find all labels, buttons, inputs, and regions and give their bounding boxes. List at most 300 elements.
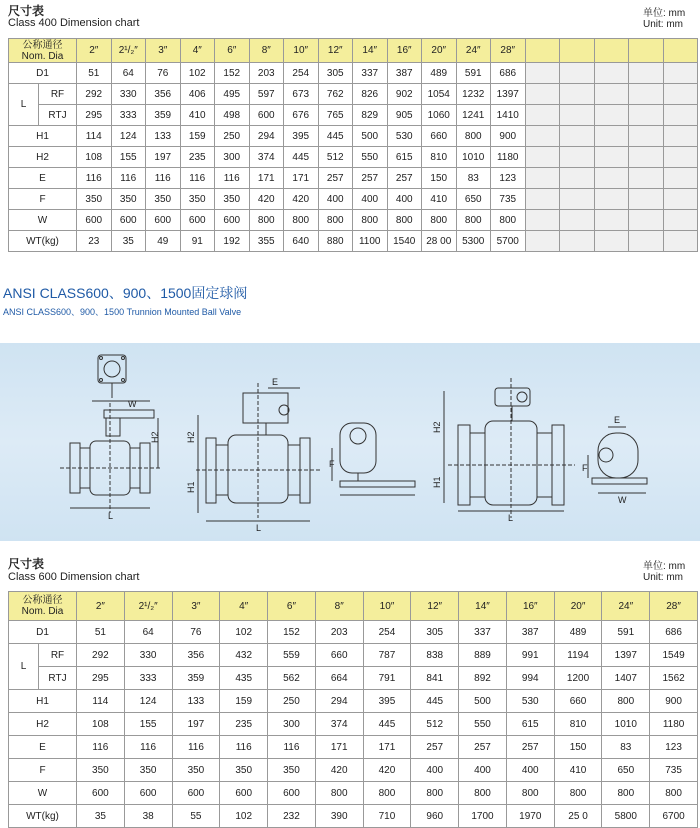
table-cell: 350 xyxy=(111,189,146,210)
table-cell: 710 xyxy=(363,805,411,828)
table-cell: 800 xyxy=(411,782,459,805)
table-cell: 292 xyxy=(77,644,125,667)
valve-drawings xyxy=(0,343,700,541)
table-cell: 591 xyxy=(602,621,650,644)
empty-cell xyxy=(594,189,629,210)
table-cell: 124 xyxy=(124,690,172,713)
table-cell: 254 xyxy=(363,621,411,644)
table2-subtitle: Class 600 Dimension chart xyxy=(8,571,140,583)
table1-unit-en: Unit: mm xyxy=(643,19,683,30)
table-cell: 257 xyxy=(459,736,507,759)
table-cell: 800 xyxy=(554,782,602,805)
table-cell: 498 xyxy=(215,105,250,126)
dim-label-w-5: W xyxy=(618,495,627,505)
table-cell: 512 xyxy=(318,147,353,168)
table-cell: 900 xyxy=(650,690,698,713)
row-label: E xyxy=(9,736,77,759)
table-cell: 83 xyxy=(456,168,491,189)
row-sublabel: RTJ xyxy=(39,667,77,690)
empty-cell xyxy=(560,231,595,252)
table-cell: 800 xyxy=(459,782,507,805)
table-cell: 735 xyxy=(650,759,698,782)
size-header-cell: 6″ xyxy=(268,592,316,621)
dim-label-e-5: E xyxy=(614,415,621,425)
empty-cell xyxy=(663,147,698,168)
table-cell: 420 xyxy=(284,189,319,210)
dim-label-w: W xyxy=(128,399,137,409)
table-cell: 171 xyxy=(284,168,319,189)
size-header-cell: 2″ xyxy=(77,39,112,63)
empty-cell xyxy=(629,63,664,84)
empty-cell xyxy=(594,84,629,105)
table-cell: 838 xyxy=(411,644,459,667)
table2-unit-cn: 单位: mm xyxy=(643,561,686,572)
size-header-cell: 28″ xyxy=(491,39,526,63)
empty-cell xyxy=(594,168,629,189)
table-cell: 294 xyxy=(249,126,284,147)
table-cell: 83 xyxy=(602,736,650,759)
table-row xyxy=(9,147,698,168)
table-cell: 330 xyxy=(124,644,172,667)
row-label: D1 xyxy=(9,621,77,644)
table-cell: 350 xyxy=(268,759,316,782)
table-cell: 1100 xyxy=(353,231,388,252)
table-cell: 445 xyxy=(363,713,411,736)
row-label: D1 xyxy=(9,63,77,84)
table-row xyxy=(9,667,698,690)
table-cell: 359 xyxy=(146,105,181,126)
size-header-cell: 20″ xyxy=(422,39,457,63)
table-cell: 155 xyxy=(124,713,172,736)
table-cell: 28 00 xyxy=(422,231,457,252)
table-cell: 400 xyxy=(411,759,459,782)
table-cell: 102 xyxy=(220,621,268,644)
dim-label-l-2: L xyxy=(256,523,262,533)
empty-cell xyxy=(560,126,595,147)
row-label-l: L xyxy=(9,644,39,690)
table-cell: 395 xyxy=(284,126,319,147)
table-cell: 1540 xyxy=(387,231,422,252)
table-cell: 333 xyxy=(124,667,172,690)
dim-label-f-5: F xyxy=(582,463,588,473)
table-cell: 400 xyxy=(353,189,388,210)
row-label: WT(kg) xyxy=(9,231,77,252)
table-cell: 800 xyxy=(363,782,411,805)
dim-label-h2-2: H2 xyxy=(186,431,196,443)
empty-cell xyxy=(525,126,560,147)
table-cell: 420 xyxy=(315,759,363,782)
table-row xyxy=(9,168,698,189)
table-cell: 171 xyxy=(315,736,363,759)
empty-cell xyxy=(629,147,664,168)
table-cell: 410 xyxy=(554,759,602,782)
size-header-cell: 10″ xyxy=(284,39,319,63)
empty-cell xyxy=(525,39,560,63)
table-cell: 116 xyxy=(268,736,316,759)
table-cell: 410 xyxy=(180,105,215,126)
table-cell: 350 xyxy=(146,189,181,210)
table-cell: 116 xyxy=(77,736,125,759)
empty-cell xyxy=(663,210,698,231)
table-cell: 686 xyxy=(650,621,698,644)
table-cell: 829 xyxy=(353,105,388,126)
table-cell: 600 xyxy=(124,782,172,805)
dim-label-f-3: F xyxy=(329,459,335,469)
table1-unit-cn: 单位: mm xyxy=(643,8,686,19)
table-cell: 203 xyxy=(249,63,284,84)
size-header-cell: 28″ xyxy=(650,592,698,621)
dimension-table-class600 xyxy=(8,591,698,828)
row-label: H1 xyxy=(9,126,77,147)
table-cell: 400 xyxy=(387,189,422,210)
table-cell: 600 xyxy=(172,782,220,805)
product-heading-cn: ANSI CLASS600、900、1500固定球阀 xyxy=(3,285,248,301)
row-label: H2 xyxy=(9,713,77,736)
dim-label-l-1: L xyxy=(108,511,114,521)
valve-drawing-4 xyxy=(444,378,575,518)
table-cell: 676 xyxy=(284,105,319,126)
table-cell: 91 xyxy=(180,231,215,252)
table-cell: 235 xyxy=(220,713,268,736)
table-cell: 495 xyxy=(215,84,250,105)
size-header-cell: 12″ xyxy=(411,592,459,621)
table-cell: 51 xyxy=(77,63,112,84)
row-sublabel: RF xyxy=(39,644,77,667)
table-row xyxy=(9,736,698,759)
table-cell: 1232 xyxy=(456,84,491,105)
table-cell: 49 xyxy=(146,231,181,252)
table-cell: 108 xyxy=(77,713,125,736)
table2-unit-en: Unit: mm xyxy=(643,572,683,583)
table-cell: 235 xyxy=(180,147,215,168)
dim-label-h2-4: H2 xyxy=(432,421,442,433)
table-cell: 900 xyxy=(491,126,526,147)
table-cell: 1010 xyxy=(602,713,650,736)
table-cell: 250 xyxy=(268,690,316,713)
empty-cell xyxy=(560,84,595,105)
empty-cell xyxy=(663,126,698,147)
table-cell: 550 xyxy=(353,147,388,168)
table-cell: 155 xyxy=(111,147,146,168)
table-cell: 114 xyxy=(77,126,112,147)
table-cell: 123 xyxy=(650,736,698,759)
table-cell: 1060 xyxy=(422,105,457,126)
table-cell: 410 xyxy=(422,189,457,210)
table-row xyxy=(9,63,698,84)
table-cell: 400 xyxy=(459,759,507,782)
table-cell: 133 xyxy=(172,690,220,713)
size-header-cell: 3″ xyxy=(172,592,220,621)
empty-cell xyxy=(663,105,698,126)
table-cell: 600 xyxy=(111,210,146,231)
table2-unit xyxy=(643,561,685,583)
table-cell: 1180 xyxy=(491,147,526,168)
table-header-row xyxy=(9,39,698,63)
dim-label-h1-4: H1 xyxy=(432,476,442,488)
table-cell: 826 xyxy=(353,84,388,105)
size-header-cell: 14″ xyxy=(459,592,507,621)
table-cell: 123 xyxy=(491,168,526,189)
table-cell: 330 xyxy=(111,84,146,105)
table-cell: 292 xyxy=(77,84,112,105)
table-cell: 124 xyxy=(111,126,146,147)
valve-drawing-1 xyxy=(60,355,160,513)
empty-cell xyxy=(525,63,560,84)
size-header-cell: 2¹/₂″ xyxy=(124,592,172,621)
table-cell: 6700 xyxy=(650,805,698,828)
table1-unit xyxy=(643,8,685,30)
table-cell: 905 xyxy=(387,105,422,126)
empty-cell xyxy=(629,105,664,126)
size-header-cell: 8″ xyxy=(249,39,284,63)
table-cell: 800 xyxy=(318,210,353,231)
table-cell: 660 xyxy=(422,126,457,147)
table-cell: 25 0 xyxy=(554,805,602,828)
table-cell: 64 xyxy=(124,621,172,644)
size-header-cell: 24″ xyxy=(456,39,491,63)
empty-cell xyxy=(594,231,629,252)
size-header-cell: 2″ xyxy=(77,592,125,621)
table-cell: 108 xyxy=(77,147,112,168)
size-header-cell: 2¹/₂″ xyxy=(111,39,146,63)
table-cell: 660 xyxy=(554,690,602,713)
table-cell: 76 xyxy=(172,621,220,644)
table-cell: 762 xyxy=(318,84,353,105)
table-cell: 445 xyxy=(284,147,319,168)
table-cell: 1010 xyxy=(456,147,491,168)
table-cell: 76 xyxy=(146,63,181,84)
empty-cell xyxy=(594,105,629,126)
table-cell: 356 xyxy=(172,644,220,667)
table-cell: 800 xyxy=(387,210,422,231)
table-cell: 530 xyxy=(506,690,554,713)
table-row xyxy=(9,621,698,644)
table-cell: 597 xyxy=(249,84,284,105)
table-cell: 800 xyxy=(506,782,554,805)
table-cell: 1407 xyxy=(602,667,650,690)
table-cell: 152 xyxy=(215,63,250,84)
table-cell: 600 xyxy=(220,782,268,805)
table-cell: 994 xyxy=(506,667,554,690)
table-cell: 420 xyxy=(363,759,411,782)
table-cell: 800 xyxy=(422,210,457,231)
table-cell: 257 xyxy=(387,168,422,189)
table-cell: 892 xyxy=(459,667,507,690)
table-cell: 1970 xyxy=(506,805,554,828)
table-cell: 257 xyxy=(506,736,554,759)
empty-cell xyxy=(560,105,595,126)
table-cell: 673 xyxy=(284,84,319,105)
table-cell: 116 xyxy=(215,168,250,189)
dim-label-e-2: E xyxy=(272,377,279,387)
table-cell: 800 xyxy=(456,210,491,231)
table-cell: 787 xyxy=(363,644,411,667)
table-cell: 841 xyxy=(411,667,459,690)
table-row xyxy=(9,713,698,736)
row-label: E xyxy=(9,168,77,189)
row-label-l: L xyxy=(9,84,39,126)
table-cell: 800 xyxy=(602,690,650,713)
dim-label-h1-2: H1 xyxy=(186,481,196,493)
table-cell: 337 xyxy=(353,63,388,84)
table-cell: 400 xyxy=(318,189,353,210)
empty-cell xyxy=(629,189,664,210)
table-cell: 435 xyxy=(220,667,268,690)
table-cell: 960 xyxy=(411,805,459,828)
table-cell: 203 xyxy=(315,621,363,644)
table-cell: 232 xyxy=(268,805,316,828)
size-header-cell: 4″ xyxy=(180,39,215,63)
table-cell: 400 xyxy=(506,759,554,782)
table-cell: 395 xyxy=(363,690,411,713)
table-cell: 38 xyxy=(124,805,172,828)
empty-cell xyxy=(629,126,664,147)
empty-cell xyxy=(525,189,560,210)
table-cell: 116 xyxy=(77,168,112,189)
table-cell: 390 xyxy=(315,805,363,828)
empty-cell xyxy=(663,231,698,252)
table-cell: 559 xyxy=(268,644,316,667)
drawing-band xyxy=(0,343,700,541)
table-cell: 116 xyxy=(220,736,268,759)
table-cell: 1054 xyxy=(422,84,457,105)
size-header-cell: 6″ xyxy=(215,39,250,63)
table-cell: 300 xyxy=(268,713,316,736)
row-label: W xyxy=(9,782,77,805)
empty-cell xyxy=(629,168,664,189)
empty-cell xyxy=(560,168,595,189)
table-cell: 445 xyxy=(318,126,353,147)
table-cell: 51 xyxy=(77,621,125,644)
table-cell: 600 xyxy=(146,210,181,231)
table-row xyxy=(9,105,698,126)
table-cell: 600 xyxy=(215,210,250,231)
table-cell: 35 xyxy=(111,231,146,252)
table-cell: 810 xyxy=(422,147,457,168)
table-cell: 64 xyxy=(111,63,146,84)
header-en: Nom. Dia xyxy=(21,50,64,62)
empty-cell xyxy=(560,39,595,63)
table-cell: 387 xyxy=(506,621,554,644)
table-cell: 254 xyxy=(284,63,319,84)
table-cell: 350 xyxy=(124,759,172,782)
table-cell: 159 xyxy=(220,690,268,713)
table-header-row xyxy=(9,592,698,621)
table-cell: 5700 xyxy=(491,231,526,252)
table-cell: 295 xyxy=(77,105,112,126)
row-label: H2 xyxy=(9,147,77,168)
table-cell: 791 xyxy=(363,667,411,690)
table-cell: 1410 xyxy=(491,105,526,126)
table-cell: 650 xyxy=(602,759,650,782)
table-row xyxy=(9,84,698,105)
table-cell: 171 xyxy=(363,736,411,759)
table-cell: 152 xyxy=(268,621,316,644)
table-cell: 257 xyxy=(353,168,388,189)
table-cell: 192 xyxy=(215,231,250,252)
table-cell: 197 xyxy=(172,713,220,736)
table-cell: 562 xyxy=(268,667,316,690)
size-header-cell: 3″ xyxy=(146,39,181,63)
empty-cell xyxy=(629,231,664,252)
table-cell: 735 xyxy=(491,189,526,210)
header-en: Nom. Dia xyxy=(21,606,64,617)
table-cell: 257 xyxy=(318,168,353,189)
table-cell: 1397 xyxy=(491,84,526,105)
table-cell: 640 xyxy=(284,231,319,252)
table-cell: 102 xyxy=(220,805,268,828)
table-cell: 445 xyxy=(411,690,459,713)
table-cell: 800 xyxy=(650,782,698,805)
table-cell: 374 xyxy=(249,147,284,168)
empty-cell xyxy=(525,168,560,189)
table-cell: 250 xyxy=(215,126,250,147)
table-cell: 765 xyxy=(318,105,353,126)
table-cell: 600 xyxy=(268,782,316,805)
table-cell: 1241 xyxy=(456,105,491,126)
empty-cell xyxy=(663,168,698,189)
table-cell: 55 xyxy=(172,805,220,828)
table-cell: 387 xyxy=(387,63,422,84)
table-row xyxy=(9,805,698,828)
table-cell: 294 xyxy=(315,690,363,713)
empty-cell xyxy=(594,39,629,63)
table-row xyxy=(9,210,698,231)
empty-cell xyxy=(560,189,595,210)
table-cell: 350 xyxy=(172,759,220,782)
dim-label-l-4: L xyxy=(508,513,514,523)
table-cell: 600 xyxy=(180,210,215,231)
empty-cell xyxy=(594,126,629,147)
table-cell: 800 xyxy=(491,210,526,231)
table-cell: 305 xyxy=(318,63,353,84)
table-row xyxy=(9,759,698,782)
row-sublabel: RTJ xyxy=(39,105,77,126)
table-cell: 333 xyxy=(111,105,146,126)
table-cell: 889 xyxy=(459,644,507,667)
empty-cell xyxy=(594,63,629,84)
table-cell: 800 xyxy=(284,210,319,231)
size-header-cell: 16″ xyxy=(387,39,422,63)
table-cell: 420 xyxy=(249,189,284,210)
table2-title: 尺寸表 xyxy=(8,557,45,571)
row-label: F xyxy=(9,759,77,782)
table-cell: 350 xyxy=(180,189,215,210)
empty-cell xyxy=(525,84,560,105)
valve-drawing-2 xyxy=(196,383,320,521)
table-cell: 305 xyxy=(411,621,459,644)
table-cell: 350 xyxy=(77,189,112,210)
table-cell: 350 xyxy=(220,759,268,782)
table-cell: 1194 xyxy=(554,644,602,667)
table-cell: 591 xyxy=(456,63,491,84)
empty-cell xyxy=(663,63,698,84)
table-cell: 489 xyxy=(422,63,457,84)
row-label: F xyxy=(9,189,77,210)
size-header-cell: 16″ xyxy=(506,592,554,621)
table-cell: 664 xyxy=(315,667,363,690)
row-label: H1 xyxy=(9,690,77,713)
table-cell: 800 xyxy=(249,210,284,231)
table-cell: 1549 xyxy=(650,644,698,667)
table-cell: 406 xyxy=(180,84,215,105)
table-row xyxy=(9,231,698,252)
table-cell: 1562 xyxy=(650,667,698,690)
header-cn: 公称通径 xyxy=(22,39,63,51)
table-row xyxy=(9,690,698,713)
table1-subtitle: Class 400 Dimension chart xyxy=(8,17,140,29)
empty-cell xyxy=(663,39,698,63)
